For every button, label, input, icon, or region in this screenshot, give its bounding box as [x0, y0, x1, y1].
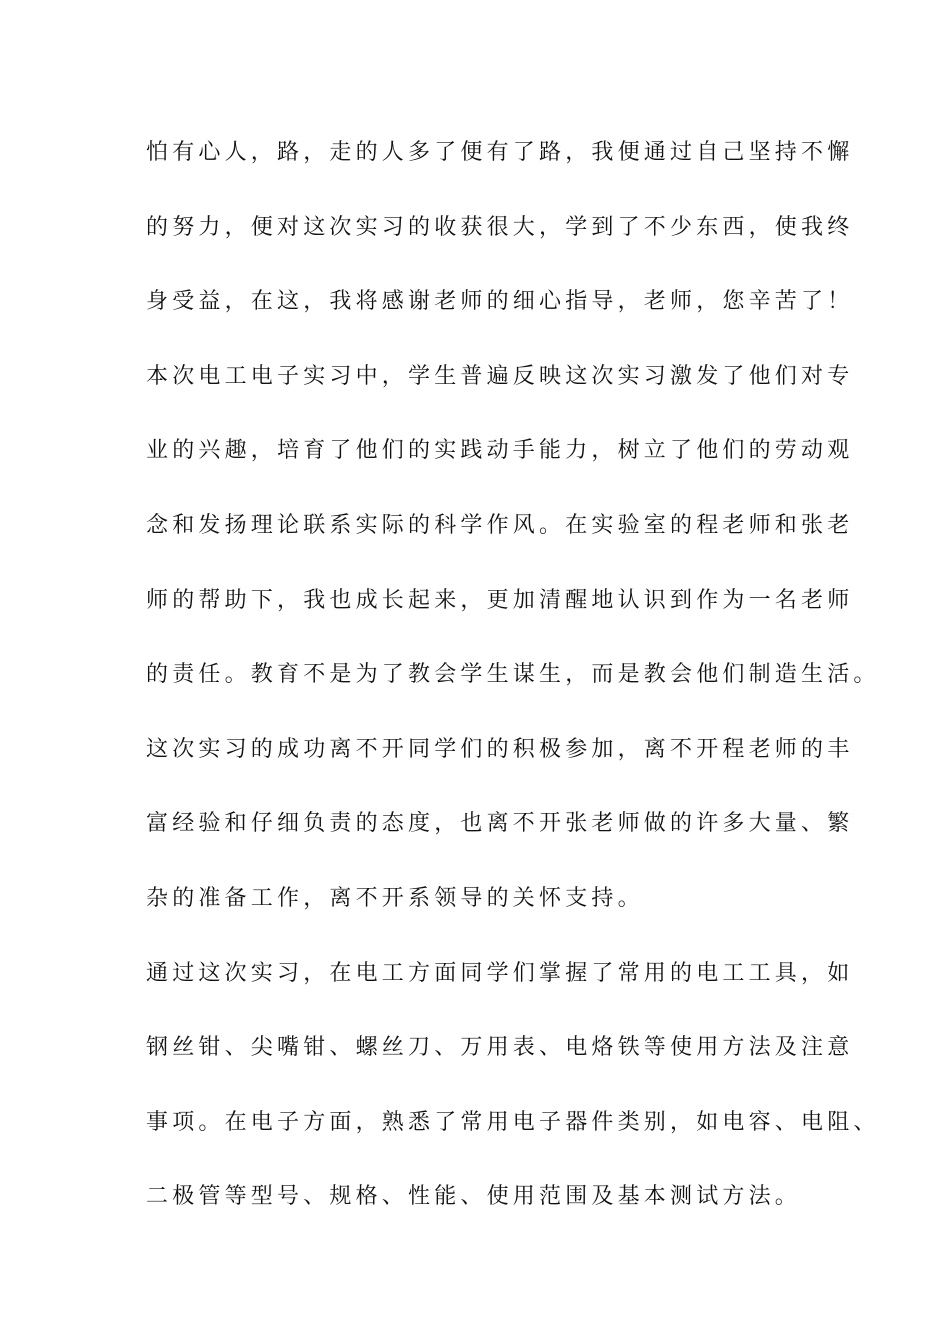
text-line: 身受益，在这，我将感谢老师的细心指导，老师，您辛苦了！	[146, 289, 854, 315]
text-line: 念和发扬理论联系实际的科学作风。在实验室的程老师和张老	[146, 512, 854, 538]
text-line: 师的帮助下，我也成长起来，更加清醒地认识到作为一名老师	[146, 587, 854, 613]
text-line: 富经验和仔细负责的态度，也离不开张老师做的许多大量、繁	[146, 811, 854, 837]
text-line: 二极管等型号、规格、性能、使用范围及基本测试方法。	[146, 1184, 802, 1210]
text-line: 本次电工电子实习中，学生普遍反映这次实习激发了他们对专	[146, 363, 854, 389]
text-line: 事项。在电子方面，熟悉了常用电子器件类别，如电容、电阻、	[146, 1109, 880, 1135]
text-line: 钢丝钳、尖嘴钳、螺丝刀、万用表、电烙铁等使用方法及注意	[146, 1035, 854, 1061]
body-text	[146, 128, 880, 1247]
text-line: 怕有心人，路，走的人多了便有了路，我便通过自己坚持不懈	[146, 140, 854, 165]
text-line: 通过这次实习，在电工方面同学们掌握了常用的电工工具，如	[146, 960, 854, 986]
text-line: 的责任。教育不是为了教会学生谋生，而是教会他们制造生活。	[146, 662, 880, 688]
text-line: 这次实习的成功离不开同学们的积极参加，离不开程老师的丰	[146, 736, 854, 762]
text-line: 业的兴趣，培育了他们的实践动手能力，树立了他们的劳动观	[146, 438, 854, 464]
text-line: 杂的准备工作，离不开系领导的关怀支持。	[146, 885, 644, 911]
text-line: 的努力，便对这次实习的收获很大，学到了不少东西，使我终	[146, 214, 854, 240]
